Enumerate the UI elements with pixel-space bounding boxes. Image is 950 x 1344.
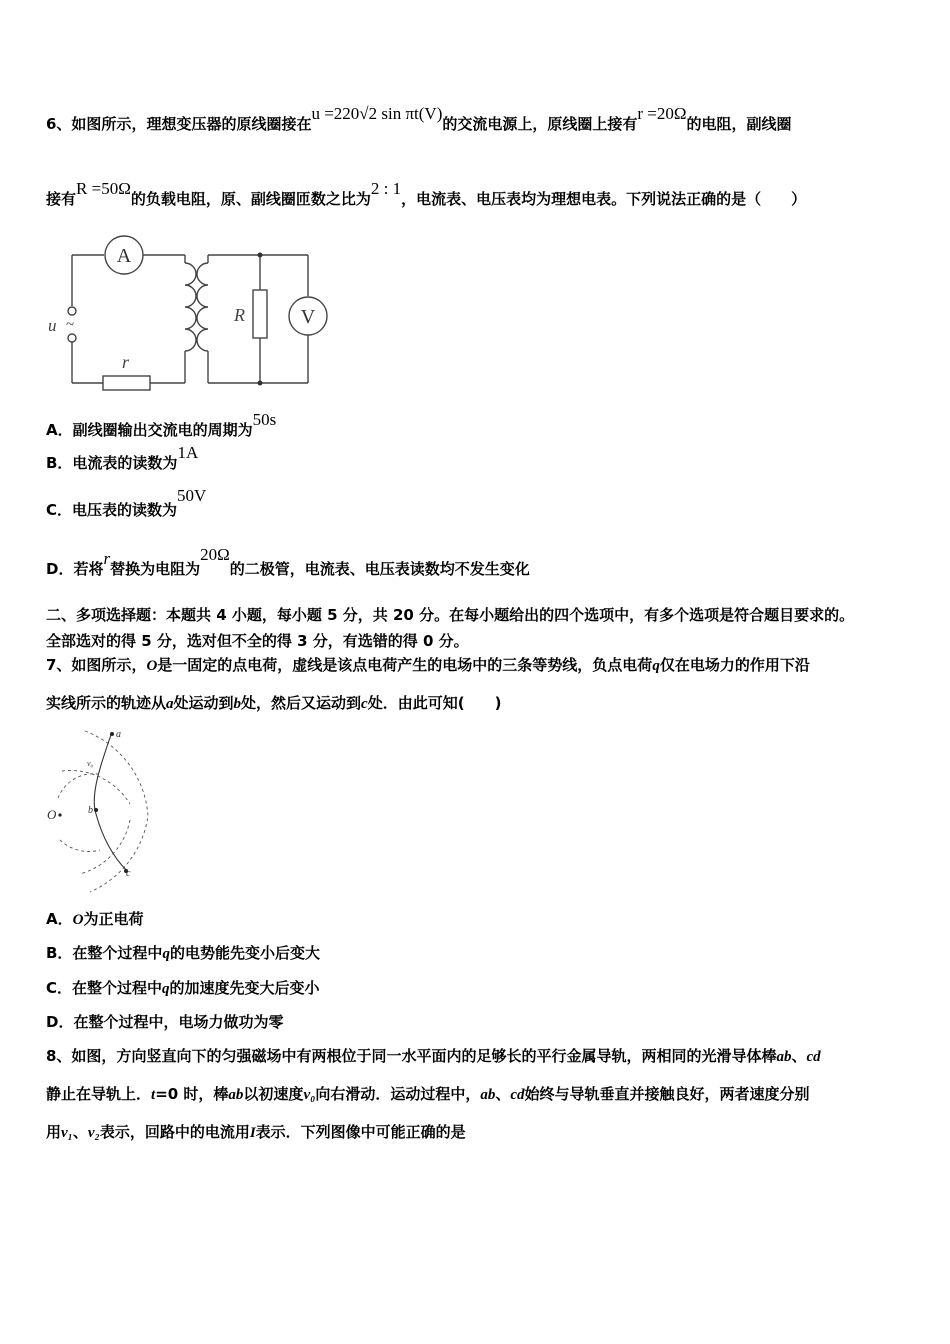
q6-voltage-formula: u =220√2 sin πt(V) xyxy=(311,104,443,123)
q6-line-1: 6、如图所示，理想变压器的原线圈接在u =220√2 sin πt(V)的交流电源上，原线圈上接有r =20Ω的电阻，副线圈 xyxy=(46,104,792,133)
q8-line-3: 用v₁、v₂表示，回路中的电流用I表示．下列图像中可能正确的是 xyxy=(46,1123,466,1141)
q7-line-1: 7、如图所示，O是一固定的点电荷，虚线是该点电荷产生的电场中的三条等势线，负点电荷q仅在电场力的作用下沿 xyxy=(46,656,810,674)
trajectory-line xyxy=(94,732,128,872)
q6-resistance-R: R =50Ω xyxy=(76,179,131,198)
point-a-label: a xyxy=(116,729,121,740)
resistor-R-label: R xyxy=(234,305,245,325)
q8-line-2: 静止在导轨上．t=0 时，棒ab以初速度v₀向右滑动．运动过程中，ab、cd始终与导轨垂直并接触良好，两者速度分别 xyxy=(46,1085,810,1103)
q7-option-c: C．在整个过程中q的加速度先变大后变小 xyxy=(46,979,320,997)
velocity-v0-label: v₀ xyxy=(87,759,94,768)
q6-option-d: D．若将r替换为电阻为20Ω的二极管，电流表、电压表读数均不发生变化 xyxy=(46,545,530,578)
q6-option-b: B．电流表的读数为1A xyxy=(46,443,199,472)
q7-line-2: 实线所示的轨迹从a处运动到b处，然后又运动到c处．由此可知( ) xyxy=(46,694,502,712)
section2-line-2: 全部选对的得 5 分，选对但不全的得 3 分，有选错的得 0 分。 xyxy=(46,632,469,650)
q6-resistance-r: r =20Ω xyxy=(637,104,687,123)
point-b-label: b xyxy=(88,805,93,816)
point-c-label: c xyxy=(126,868,131,879)
q7-equipotential-diagram xyxy=(40,726,160,896)
resistor-r-label: r xyxy=(122,352,130,372)
q6-circuit-diagram xyxy=(40,228,350,393)
source-label: u xyxy=(48,316,57,335)
voltmeter-label: V xyxy=(300,306,316,328)
q7-option-a: A．O为正电荷 xyxy=(46,910,144,928)
q6-turns-ratio: 2 : 1 xyxy=(370,179,402,198)
q6-line-2: 接有R =50Ω的负载电阻，原、副线圈匝数之比为2 : 1，电流表、电压表均为理想电表。下列说法正确的是（ ） xyxy=(46,179,807,208)
q7-option-d: D．在整个过程中，电场力做功为零 xyxy=(46,1013,284,1031)
section2-line-1: 二、多项选择题：本题共 4 小题，每小题 5 分，共 20 分。在每小题给出的四个选项中，有多个选项是符合题目要求的。 xyxy=(46,606,855,624)
q7-option-b: B．在整个过程中q的电势能先变小后变大 xyxy=(46,944,320,962)
resistor-r-box xyxy=(103,376,150,390)
ammeter-label: A xyxy=(116,245,132,267)
equipotential-inner-top xyxy=(58,774,98,798)
equipotential-inner-bottom xyxy=(60,840,100,852)
resistor-R-box xyxy=(253,290,267,338)
q6-option-a: A．副线圈输出交流电的周期为50s xyxy=(46,410,277,439)
q8-line-1: 8、如图，方向竖直向下的匀强磁场中有两根位于同一水平面内的足够长的平行金属导轨，两相同的光滑导体棒ab、cd xyxy=(46,1047,821,1065)
point-o-label: O xyxy=(47,807,57,822)
q6-option-c: C．电压表的读数为50V xyxy=(46,486,207,519)
source-symbol: ~ xyxy=(66,317,75,333)
